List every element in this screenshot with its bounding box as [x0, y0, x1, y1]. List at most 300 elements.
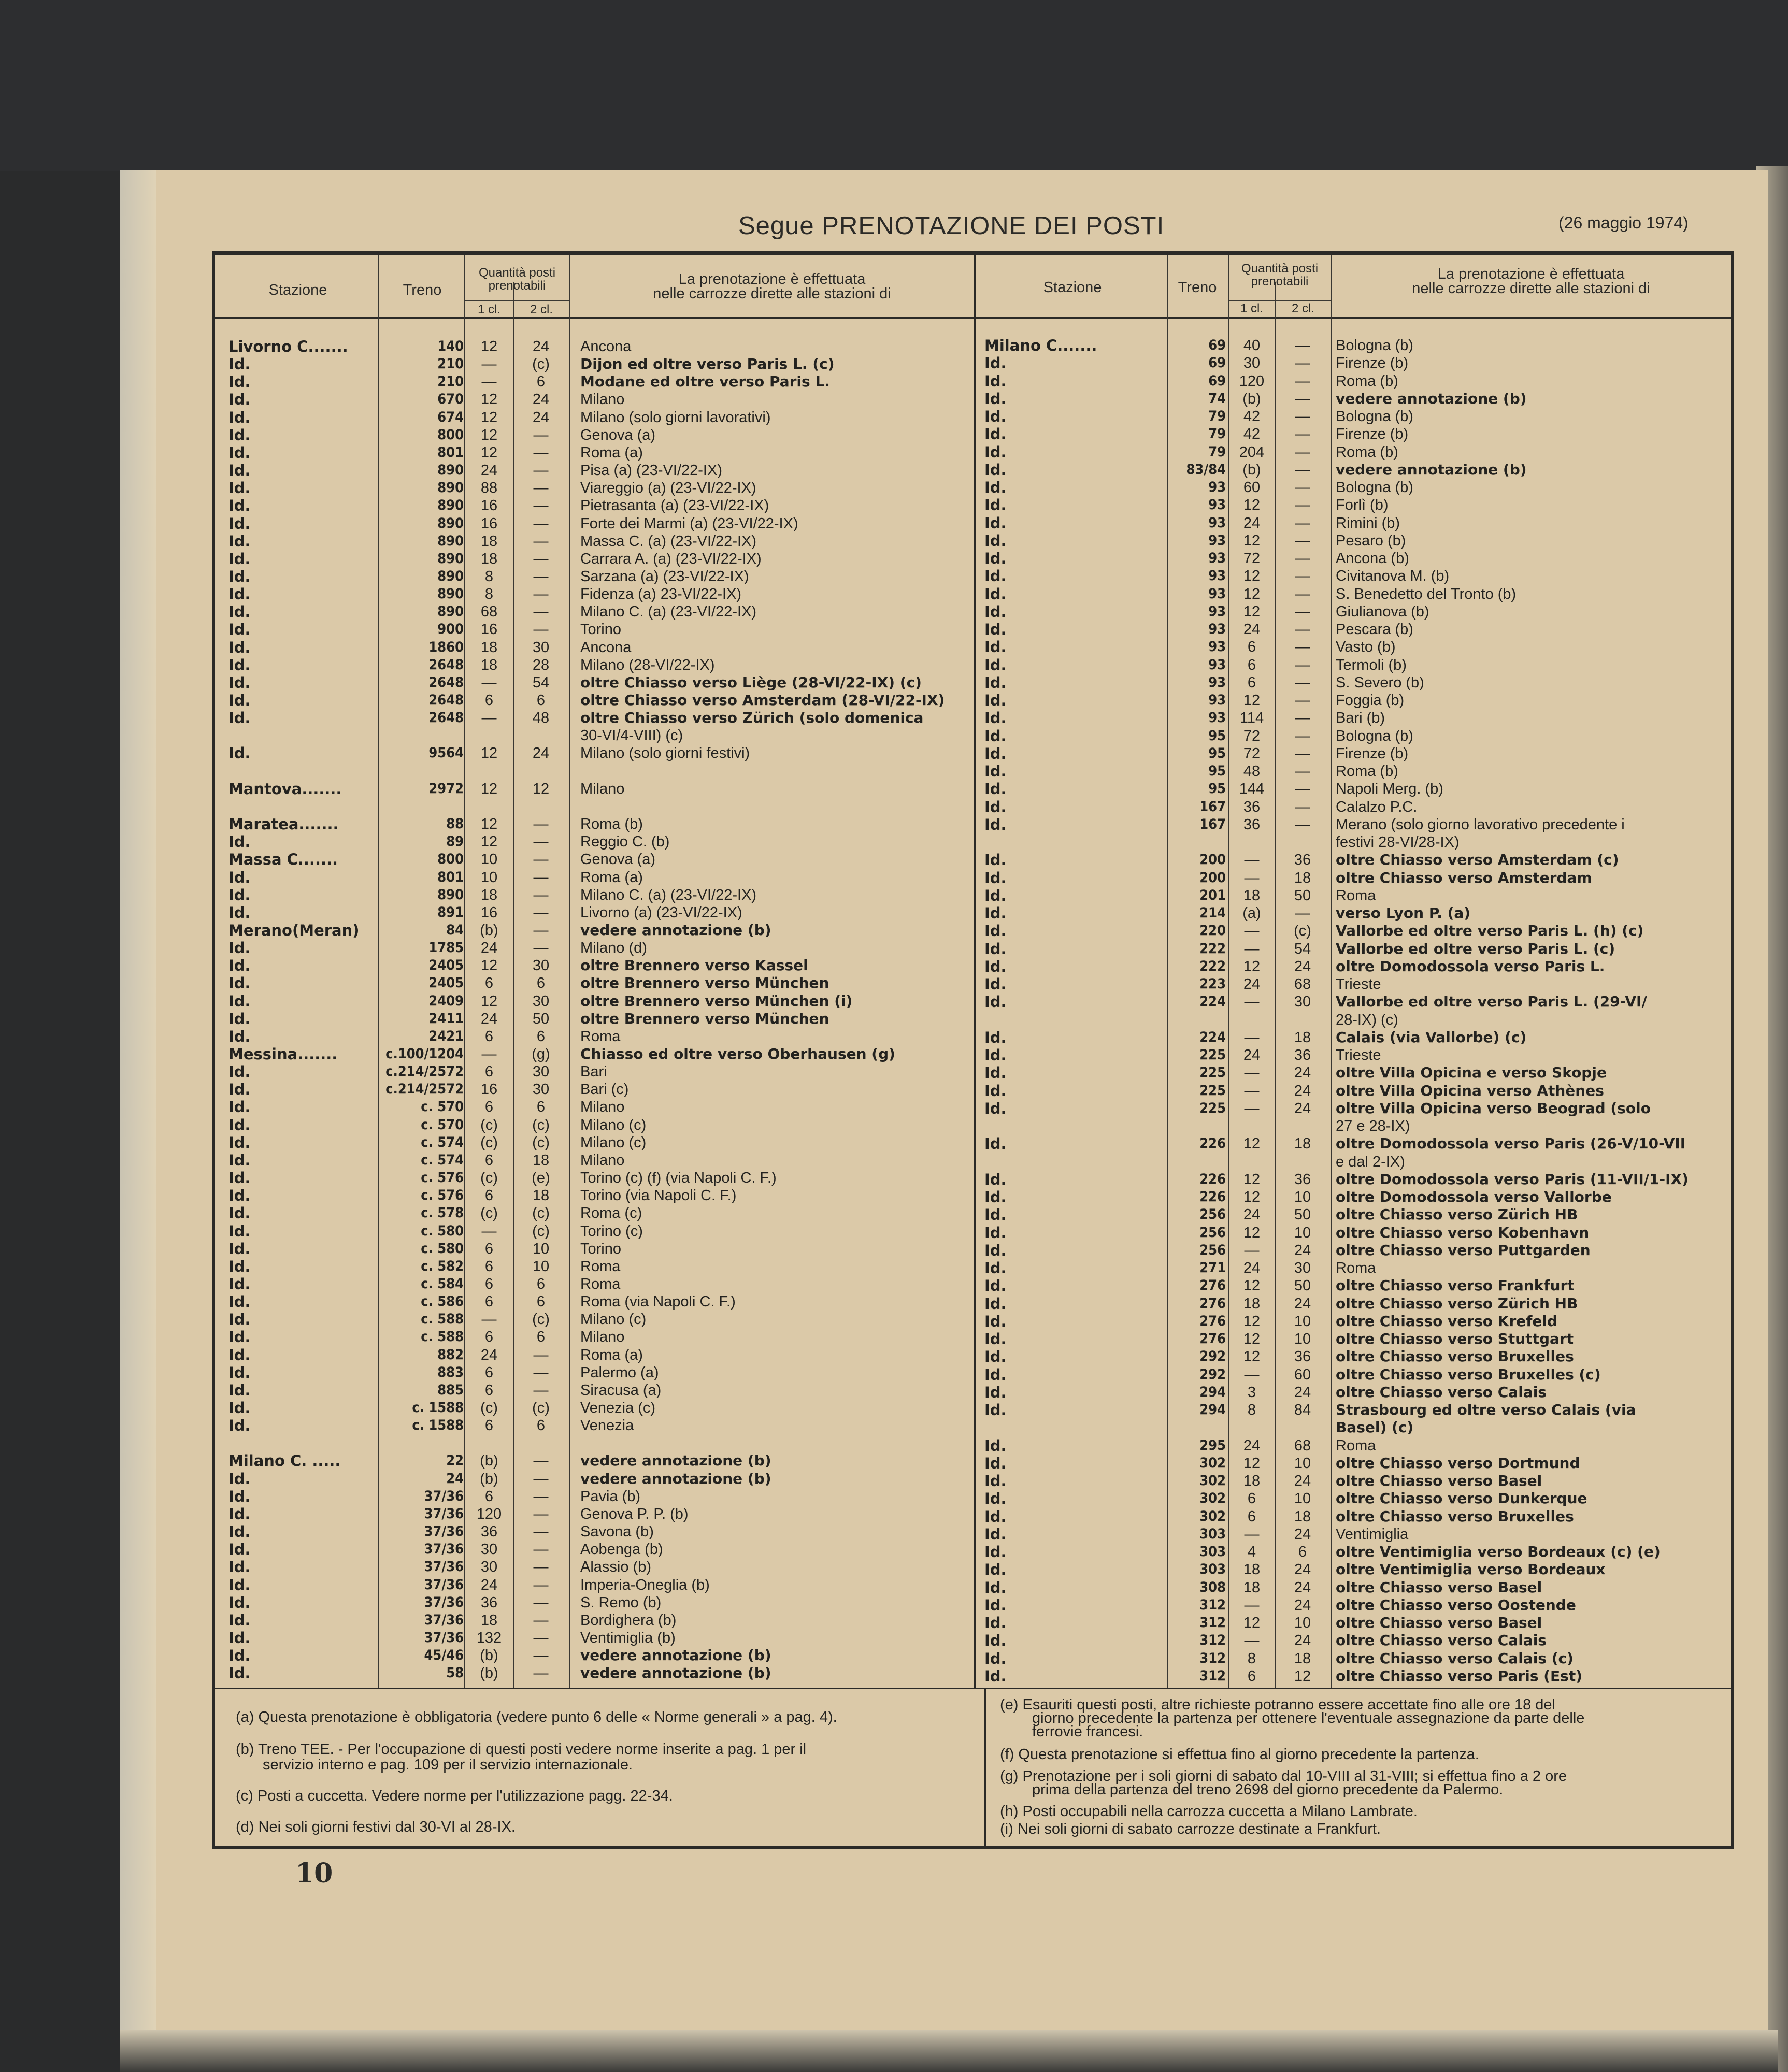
train-cell: 882 [437, 1346, 464, 1363]
table-row [220, 1505, 974, 1523]
table-row [979, 1135, 1730, 1153]
table-row [979, 692, 1730, 709]
second-class-cell: — [533, 851, 549, 868]
second-class-cell: 18 [532, 1187, 550, 1204]
header-rule-left [214, 317, 974, 319]
first-class-cell: (a) [1242, 905, 1261, 922]
second-class-cell: 24 [1294, 958, 1311, 975]
first-class-cell: 18 [480, 1611, 498, 1629]
header-rule-right [976, 317, 1732, 319]
table-row [220, 1152, 974, 1169]
first-class-cell: 6 [484, 1275, 494, 1292]
second-class-cell: — [1295, 621, 1310, 638]
second-class-cell: — [533, 586, 549, 603]
second-class-cell: — [1295, 763, 1310, 780]
table-row [220, 1187, 974, 1204]
train-cell: 69 [1208, 355, 1226, 371]
table-row [979, 1188, 1730, 1206]
second-class-cell: — [533, 1382, 549, 1399]
train-cell: 883 [437, 1364, 464, 1380]
first-class-cell: 6 [1247, 639, 1256, 656]
station-cell: Id. [984, 1383, 1007, 1401]
train-cell: c. 574 [421, 1134, 464, 1150]
first-class-cell: 12 [480, 444, 498, 461]
first-class-cell: — [1244, 1632, 1260, 1649]
second-class-cell: (c) [532, 1134, 550, 1151]
destination-cell: Savona (b) [580, 1523, 654, 1541]
second-class-cell: 30 [1294, 1260, 1311, 1276]
first-class-cell: 12 [480, 992, 498, 1010]
table-row [220, 1364, 974, 1382]
second-class-cell: 6 [1298, 1544, 1307, 1560]
second-class-cell: — [1295, 656, 1310, 673]
second-class-cell: — [533, 1505, 549, 1522]
station-cell: Id. [984, 550, 1007, 567]
station-cell: Id. [984, 744, 1007, 762]
train-cell: 93 [1208, 550, 1226, 566]
first-class-cell: 12 [1243, 958, 1261, 975]
station-cell: Maratea....... [228, 815, 339, 833]
train-cell: 890 [437, 603, 464, 620]
first-class-cell: 6 [1247, 1508, 1256, 1525]
second-class-cell: 6 [536, 1028, 546, 1045]
train-cell: 2648 [428, 692, 464, 708]
first-class-cell: (b) [480, 1470, 498, 1487]
first-class-cell: 6 [484, 1258, 494, 1275]
destination-cell: verso Lyon P. (a) [1336, 904, 1471, 922]
second-class-cell: 50 [532, 1010, 550, 1027]
train-cell: 223 [1199, 976, 1226, 992]
table-row [979, 780, 1730, 798]
second-class-cell: — [533, 533, 549, 550]
table-row [979, 1401, 1730, 1419]
first-class-cell: 16 [480, 515, 498, 532]
station-cell: Id. [228, 709, 251, 727]
first-class-cell: (b) [480, 1452, 498, 1470]
table-row [979, 1419, 1730, 1436]
destination-cell: Milano [580, 1152, 625, 1169]
right-header-dest-2: nelle carrozze dirette alle stazioni di [1412, 280, 1650, 297]
train-cell: 2409 [428, 992, 464, 1009]
destination-cell: Roma (a) [580, 1346, 643, 1363]
station-cell: Id. [984, 1206, 1007, 1224]
train-cell: 312 [1199, 1596, 1226, 1613]
station-cell: Id. [228, 1169, 251, 1187]
table-row [220, 462, 974, 479]
train-cell: 222 [1199, 940, 1226, 957]
train-cell: 302 [1199, 1490, 1226, 1507]
first-class-cell: (c) [480, 1116, 498, 1133]
train-cell: 2648 [428, 710, 464, 726]
train-cell: 312 [1199, 1632, 1226, 1649]
table-row [220, 833, 974, 851]
table-row [979, 1561, 1730, 1578]
table-row [979, 1348, 1730, 1365]
table-row [979, 709, 1730, 727]
station-cell: Id. [228, 1027, 251, 1045]
first-class-cell: — [481, 674, 497, 691]
first-class-cell: 8 [484, 586, 494, 603]
first-class-cell: 24 [480, 1576, 498, 1593]
table-row [979, 638, 1730, 656]
first-class-cell: 6 [484, 1293, 494, 1311]
station-cell: Id. [984, 1454, 1007, 1472]
station-cell: Id. [228, 903, 251, 922]
station-cell: Id. [228, 1063, 251, 1081]
table-row [979, 425, 1730, 443]
station-cell: Id. [984, 1224, 1007, 1242]
train-cell: c. 570 [421, 1099, 464, 1115]
second-class-cell: 18 [1294, 1650, 1311, 1667]
station-cell: Id. [984, 479, 1007, 496]
second-class-cell: — [1295, 550, 1310, 567]
second-class-cell: — [1295, 355, 1310, 372]
train-cell: c. 570 [421, 1116, 464, 1133]
train-cell: 22 [446, 1452, 464, 1469]
table-row [979, 745, 1730, 762]
train-cell: 256 [1199, 1206, 1226, 1223]
train-cell: 292 [1199, 1348, 1226, 1365]
table-row [979, 532, 1730, 550]
train-cell: 201 [1199, 887, 1226, 903]
table-row [220, 550, 974, 568]
notes-rule [214, 1688, 1732, 1689]
train-cell: 2648 [428, 656, 464, 673]
second-class-cell: — [533, 1665, 549, 1682]
train-cell: 674 [437, 409, 464, 425]
destination-cell: Trieste [1336, 976, 1381, 992]
train-cell: 294 [1199, 1402, 1226, 1418]
note-e-cont2: ferrovie francesi. [1032, 1723, 1143, 1740]
second-class-cell: — [533, 568, 549, 585]
train-cell: 312 [1199, 1615, 1226, 1631]
table-row [220, 992, 974, 1010]
destination-cell: Vallorbe ed oltre verso Paris L. (c) [1336, 940, 1615, 957]
second-class-cell: 12 [532, 780, 550, 797]
destination-cell: S. Severo (b) [1336, 674, 1424, 691]
destination-cell: Dijon ed oltre verso Paris L. (c) [580, 355, 835, 373]
destination-cell: Torino [580, 621, 621, 638]
table-row [220, 497, 974, 514]
second-class-cell: — [533, 1364, 549, 1381]
destination-cell: Ancona [580, 338, 632, 355]
first-class-cell: 12 [1243, 692, 1261, 709]
second-class-cell: — [533, 621, 549, 638]
second-class-cell: — [533, 816, 549, 833]
station-cell: Id. [984, 1277, 1007, 1295]
first-class-cell: 24 [1243, 1260, 1261, 1276]
second-class-cell: — [533, 1594, 549, 1611]
first-class-cell: 12 [1243, 1331, 1261, 1347]
train-cell: 276 [1199, 1295, 1226, 1312]
train-cell: 95 [1208, 745, 1226, 761]
second-class-cell: (c) [1294, 923, 1311, 940]
first-class-cell: 6 [484, 975, 494, 992]
destination-cell: Sarzana (a) (23-VI/22-IX) [580, 568, 749, 585]
second-class-cell: — [1295, 461, 1310, 478]
train-cell: c. 586 [421, 1293, 464, 1310]
station-cell: Id. [984, 1543, 1007, 1561]
table-row [979, 585, 1730, 603]
table-row [220, 1258, 974, 1275]
train-cell: 83/84 [1186, 461, 1226, 478]
second-class-cell: — [1295, 816, 1310, 833]
train-cell: 200 [1199, 869, 1226, 886]
first-class-cell: 10 [480, 869, 498, 886]
first-class-cell: 40 [1243, 337, 1261, 354]
table-row [220, 603, 974, 621]
train-cell: 1785 [428, 940, 464, 956]
destination-cell: Rimini (b) [1336, 514, 1400, 531]
destination-cell: Milano (28-VI/22-IX) [580, 656, 715, 673]
note-g-cont: prima della partenza del treno 2698 del giorno precedente da Palermo. [1032, 1781, 1504, 1798]
first-class-cell: 12 [480, 957, 498, 974]
table-row [979, 567, 1730, 585]
train-cell: 2411 [428, 1010, 464, 1027]
second-class-cell: — [1295, 692, 1310, 709]
train-cell: 2648 [428, 674, 464, 690]
second-class-cell: 30 [532, 1063, 550, 1081]
second-class-cell: 28 [532, 656, 550, 673]
first-class-cell: 24 [1243, 514, 1261, 531]
destination-cell: Torino (c) (f) (via Napoli C. F.) [580, 1170, 777, 1187]
first-class-cell: (b) [1242, 461, 1261, 478]
table-row [979, 798, 1730, 816]
table-row [220, 338, 974, 355]
second-class-cell: 18 [532, 1152, 550, 1169]
table-row [979, 1313, 1730, 1330]
station-cell: Id. [984, 372, 1007, 390]
table-row [979, 1100, 1730, 1117]
destination-cell: Aobenga (b) [580, 1541, 663, 1558]
first-class-cell: — [1244, 1242, 1260, 1259]
train-cell: 37/36 [424, 1594, 464, 1610]
second-class-cell: 36 [1294, 852, 1311, 869]
first-class-cell: — [1244, 1082, 1260, 1099]
train-cell: 93 [1208, 656, 1226, 673]
first-class-cell: — [481, 356, 497, 373]
station-cell: Id. [984, 585, 1007, 603]
station-cell: Id. [228, 1311, 251, 1329]
first-class-cell: (b) [480, 922, 498, 939]
table-row [220, 1558, 974, 1576]
table-row [220, 744, 974, 762]
destination-cell: oltre Brennero verso München (i) [580, 992, 853, 1010]
table-row [979, 1579, 1730, 1596]
second-class-cell: 10 [1294, 1189, 1311, 1205]
first-class-cell: — [1244, 1029, 1260, 1046]
destination-cell: Fidenza (a) 23-VI/22-IX) [580, 586, 742, 603]
destination-cell: oltre Chiasso verso Stuttgart [1336, 1330, 1574, 1347]
first-class-cell: 6 [484, 1382, 494, 1399]
right-header-quantita-1: Quantità posti [1241, 262, 1319, 276]
table-row [979, 922, 1730, 940]
table-row [979, 851, 1730, 869]
first-class-cell: 36 [480, 1523, 498, 1541]
train-cell: 670 [437, 391, 464, 408]
station-cell: Id. [984, 922, 1007, 940]
station-cell: Id. [228, 1470, 251, 1488]
destination-cell: Bologna (b) [1336, 337, 1413, 354]
station-cell: Id. [228, 992, 251, 1010]
first-class-cell: 16 [480, 497, 498, 514]
second-class-cell: 6 [536, 373, 546, 391]
station-cell: Id. [984, 815, 1007, 833]
second-class-cell: 30 [532, 1081, 550, 1098]
train-cell: 224 [1199, 994, 1226, 1010]
table-row [979, 1508, 1730, 1526]
table-row [220, 692, 974, 709]
first-class-cell: 12 [1243, 532, 1261, 549]
train-cell: 93 [1208, 532, 1226, 549]
train-cell: 294 [1199, 1384, 1226, 1400]
second-class-cell: 6 [536, 1275, 546, 1292]
train-cell: 37/36 [424, 1505, 464, 1522]
right-header-cl2: 2 cl. [1291, 301, 1314, 315]
train-cell: 303 [1199, 1561, 1226, 1578]
second-class-cell: — [1295, 568, 1310, 585]
second-class-cell: 6 [536, 975, 546, 992]
first-class-cell: 36 [1243, 816, 1261, 833]
first-class-cell: 4 [1247, 1544, 1256, 1560]
second-class-cell: — [1295, 781, 1310, 798]
first-class-cell: 72 [1243, 550, 1261, 567]
table-row [979, 1011, 1730, 1029]
destination-cell: Firenze (b) [1336, 745, 1409, 762]
first-class-cell: — [1244, 1366, 1260, 1383]
table-row [979, 1259, 1730, 1277]
table-row [220, 409, 974, 426]
destination-cell: oltre Chiasso verso Amsterdam [1336, 869, 1592, 886]
second-class-cell: 50 [1294, 1277, 1311, 1294]
station-cell: Id. [228, 462, 251, 480]
station-cell: Id. [984, 602, 1007, 621]
second-class-cell: — [533, 480, 549, 497]
train-cell: 295 [1199, 1437, 1226, 1454]
first-class-cell: 42 [1243, 408, 1261, 425]
table-row [220, 568, 974, 585]
station-cell: Id. [228, 1558, 251, 1576]
first-class-cell: 12 [480, 745, 498, 762]
first-class-cell: 12 [1243, 1313, 1261, 1330]
first-class-cell: 18 [1243, 1295, 1261, 1312]
train-cell: 95 [1208, 781, 1226, 797]
destination-cell: Roma [1336, 887, 1376, 904]
right-header-dest-1: La prenotazione è effettuata [1437, 266, 1625, 282]
destination-cell: Vallorbe ed oltre verso Paris L. (29-VI/ [1336, 993, 1647, 1011]
first-class-cell: (c) [480, 1400, 498, 1416]
table-row [220, 391, 974, 408]
station-cell: Id. [228, 1187, 251, 1205]
destination-cell: Pescara (b) [1336, 621, 1413, 638]
train-cell: 303 [1199, 1544, 1226, 1560]
table-row [979, 550, 1730, 567]
destination-cell: Modane ed oltre verso Paris L. [580, 373, 830, 391]
destination-cell: oltre Brennero verso München [580, 1010, 829, 1027]
destination-cell: Ancona (b) [1336, 550, 1409, 567]
station-cell: Id. [984, 1436, 1007, 1455]
table-row [220, 1275, 974, 1293]
destination-cell: oltre Chiasso verso Basel [1336, 1614, 1542, 1631]
station-cell: Massa C....... [228, 851, 338, 869]
second-class-cell: — [1295, 745, 1310, 762]
station-cell: Id. [228, 479, 251, 497]
first-class-cell: 12 [480, 833, 498, 851]
second-class-cell: (c) [532, 1400, 550, 1416]
table-row [979, 1526, 1730, 1543]
table-row [979, 1384, 1730, 1401]
station-cell: Id. [228, 514, 251, 533]
station-cell: Id. [984, 514, 1007, 532]
destination-cell: Alassio (b) [580, 1559, 651, 1576]
station-cell: Id. [228, 1257, 251, 1275]
first-class-cell: 6 [484, 1240, 494, 1257]
first-class-cell: 8 [1247, 1402, 1256, 1418]
table-row [220, 1204, 974, 1222]
second-class-cell: — [533, 444, 549, 461]
destination-cell: Bologna (b) [1336, 727, 1413, 744]
first-class-cell: 36 [480, 1594, 498, 1611]
destination-cell: Milano (c) [580, 1311, 647, 1328]
second-class-cell: 30 [532, 992, 550, 1010]
train-cell: 45/46 [424, 1647, 464, 1664]
destination-cell: oltre Domodossola verso Paris L. [1336, 957, 1605, 975]
second-class-cell: — [1295, 514, 1310, 531]
train-cell: c. 582 [421, 1258, 464, 1274]
station-cell: Id. [984, 1188, 1007, 1206]
station-cell: Id. [984, 957, 1007, 975]
train-cell: 210 [437, 356, 464, 372]
destination-cell: Basel) (c) [1336, 1419, 1414, 1436]
second-class-cell: — [1295, 585, 1310, 602]
first-class-cell: 30 [480, 1559, 498, 1576]
station-cell: Id. [984, 886, 1007, 904]
destination-cell: Roma (b) [1336, 763, 1398, 780]
first-class-cell: — [1244, 994, 1260, 1011]
destination-cell: Venezia (c) [580, 1400, 656, 1416]
train-cell: 276 [1199, 1331, 1226, 1347]
first-class-cell: 6 [484, 1187, 494, 1204]
destination-cell: Bologna (b) [1336, 479, 1413, 496]
station-cell: Id. [228, 408, 251, 426]
table-row [220, 922, 974, 939]
first-class-cell: — [1244, 1526, 1260, 1543]
table-row [220, 426, 974, 444]
destination-cell: Foggia (b) [1336, 692, 1405, 709]
table-row [979, 1543, 1730, 1561]
train-cell: 37/36 [424, 1611, 464, 1628]
second-class-cell: 6 [536, 1099, 546, 1116]
first-class-cell: 12 [1243, 1189, 1261, 1205]
note-b: (b) Treno TEE. - Per l'occupazione di questi posti vedere norme inserite a pag. 1 per il [236, 1741, 807, 1758]
left-header-stazione: Stazione [268, 282, 327, 298]
second-class-cell: 30 [532, 639, 550, 656]
station-cell: Id. [228, 1275, 251, 1293]
destination-cell: Viareggio (a) (23-VI/22-IX) [580, 480, 756, 497]
first-class-cell: 12 [480, 391, 498, 408]
train-cell: 37/36 [424, 1576, 464, 1593]
table-row [979, 621, 1730, 638]
second-class-cell: 24 [1294, 1596, 1311, 1614]
table-row [979, 354, 1730, 372]
station-cell: Id. [984, 443, 1007, 461]
train-cell: c.100/1204 [385, 1046, 464, 1062]
second-class-cell: 30 [532, 957, 550, 974]
station-cell: Id. [228, 1611, 251, 1629]
table-row [220, 1134, 974, 1152]
table-row [979, 1295, 1730, 1313]
table-row [979, 390, 1730, 408]
